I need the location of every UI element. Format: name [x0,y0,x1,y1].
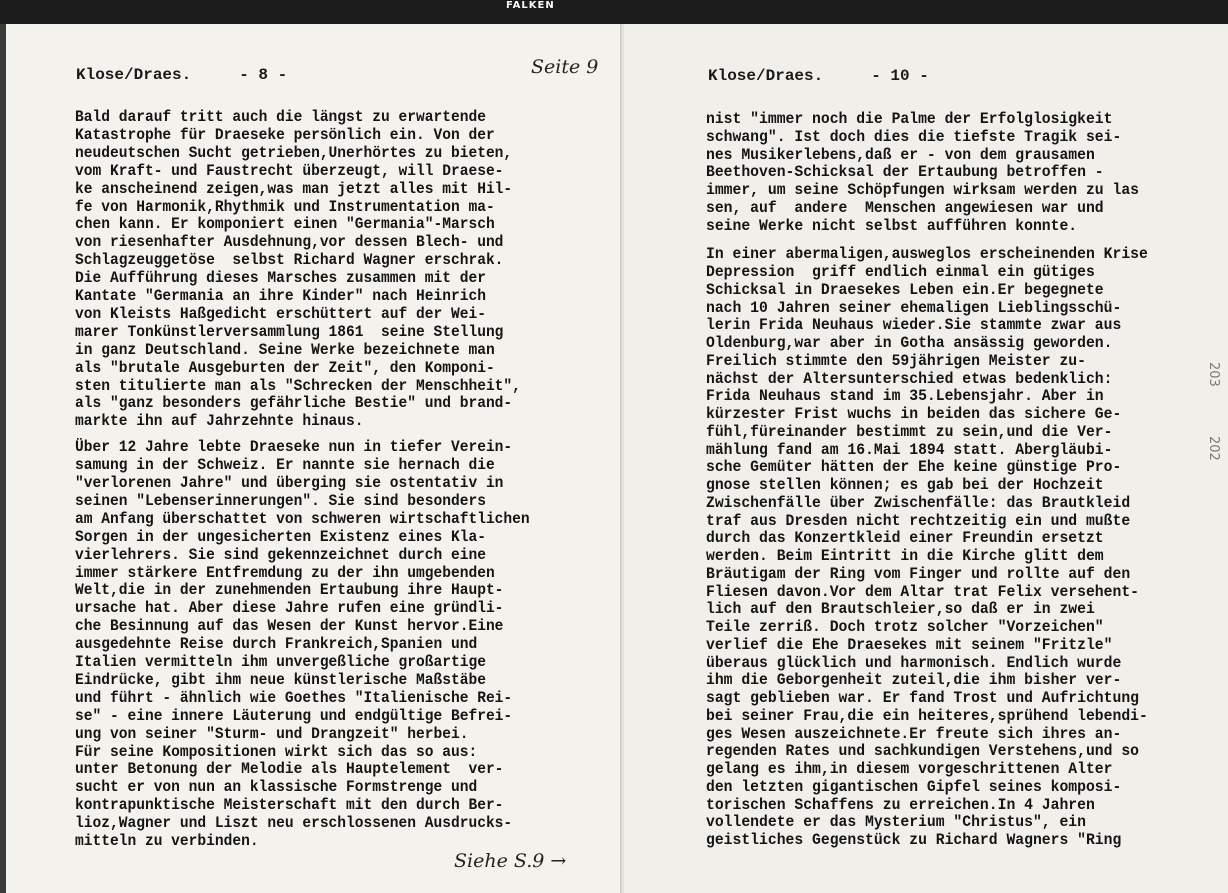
text-line: Freilich stimmte den 59jährigen Meister zu- [706,351,1086,370]
text-line: Katastrophe für Draeseke persönlich ein. Von der [75,125,495,144]
text-line: verlief die Ehe Draesekes mit seinem "Fritzle" [706,635,1113,654]
text-line: lioz,Wagner und Liszt neu erschlossenen Ausdrucks- [75,814,513,833]
text-line: mählung fand am 16.Mai 1894 statt. Abergläubi- [706,440,1113,459]
text-line: che Besinnung auf das Wesen der Kunst hervor.Eine [75,617,504,636]
text-line: chen kann. Er komponiert einen "Germania"-Marsch [75,215,495,234]
text-line: "verlorenen Jahre" und überging sie ostentativ in [75,474,504,492]
text-line: seinen "Lebenserinnerungen". Sie sind besonders [75,491,486,510]
text-line: bei seiner Frau,die ein heiteres,sprühend lebendi- [706,706,1148,725]
left-page-header: Klose/Draes. - 8 - [76,66,288,84]
text-line: ung von seiner "Sturm- und Drangzeit" herbei. [75,724,469,743]
text-line: Beethoven-Schicksal der Ertaubung betroffen - [706,163,1104,182]
text-line: von riesenhafter Ausdehnung,vor dessen Blech- und [75,233,504,252]
text-line: sten titulierte man als "Schrecken der Menschheit", [75,376,521,395]
left-page [6,24,622,893]
text-line: nächst der Altersunterschied etwas bedenklich: [706,369,1113,388]
text-line: In einer abermaligen,ausweglos erscheinenden Krise [706,245,1148,264]
text-line: überaus glücklich und harmonisch. Endlich wurde [706,653,1122,672]
text-line: nach 10 Jahren seiner ehemaligen Lieblingsschü- [706,298,1122,317]
margin-note-lower: 202 [1206,436,1221,461]
text-line: werden. Beim Eintritt in die Kirche glitt dem [706,547,1104,565]
text-line: Bräutigam der Ring vom Finger und rollte auf den [706,564,1131,583]
text-line: kontrapunktische Meisterschaft mit den durch Ber- [75,796,504,815]
text-line: sche Gemüter hätten der Ehe keine günstige Pro- [706,458,1122,477]
text-line: Teile zerriß. Doch trotz solcher "Vorzeichen" [706,618,1104,636]
text-line: vierlehrers. Sie sind gekennzeichnet durch eine [75,545,486,564]
text-line: regenden Rates und sachkundigen Verstehens,und so [706,742,1139,761]
text-line: neudeutschen Sucht getrieben,Unerhörtes zu bieten, [75,143,513,162]
text-line: gelang es ihm,in diesem vorgeschrittenen Alter [706,760,1113,778]
right-page-header: Klose/Draes. - 10 - [708,67,929,85]
text-line: Kantate "Germania an ihre Kinder" nach Heinrich [75,287,486,305]
text-line: Die Aufführung dieses Marsches zusammen mit der [75,269,486,288]
text-line: marer Tonkünstlerversammlung 1861 seine Stellung [75,322,504,341]
text-line: seine Werke nicht selbst aufführen konnte. [706,216,1078,235]
text-line: Über 12 Jahre lebte Draeseke nun in tiefer Verein- [75,438,513,457]
text-line: ihm die Geborgenheit zuteil,die ihm bisher ver- [706,671,1122,690]
text-line: Für seine Kompositionen wirkt sich das so aus: [75,742,478,761]
handwritten-page-note: Seite 9 [531,56,599,78]
text-line: ausgedehnte Reise durch Frankreich,Spanien und [75,635,478,654]
text-line: Frida Neuhaus stand im 35.Lebensjahr. Aber in [706,387,1104,406]
handwritten-see-note: Siehe S.9 → [454,850,567,872]
text-line: samung in der Schweiz. Er nannte sie hernach die [75,456,495,475]
text-line: sagt geblieben war. Er fand Trost und Aufrichtung [706,689,1139,707]
text-line: schwang". Ist doch dies die tiefste Tragik sei- [706,127,1122,146]
text-line: Sorgen in der ungesicherten Existenz eines Kla- [75,527,486,546]
text-line: Zwischenfälle über Zwischenfälle: das Brautkleid [706,493,1131,512]
text-line: vollendete er das Mysterium "Christus", ein [706,813,1086,832]
text-line: ges Wesen auszeichnete.Er freute sich ihres an- [706,724,1122,743]
text-line: und führt - ähnlich wie Goethes "Italienische Rei- [75,688,513,707]
text-line: Eindrücke, gibt ihm neue künstlerische Maßstäbe [75,670,486,689]
text-line: torischen Schaffens zu erreichen.In 4 Jahren [706,795,1095,814]
text-line: am Anfang überschattet von schweren wirtschaftlichen [75,509,530,528]
text-line: markte ihn auf Jahrzehnte hinaus. [75,412,364,431]
text-line: Schicksal in Draesekes Leben ein.Er begegnete [706,280,1104,299]
text-line: Schlagzeuggetöse selbst Richard Wagner erschrak. [75,251,504,270]
text-line: unter Betonung der Melodie als Hauptelement ver- [75,760,504,779]
text-line: Italien vermitteln ihm unvergeßliche großartige [75,653,486,671]
text-line: ke anscheinend zeigen,was man jetzt alles mit Hil- [75,179,513,198]
margin-note-upper: 203 [1206,362,1221,387]
text-line: den letzten gigantischen Gipfel seines komposi- [706,777,1122,796]
text-line: fühl,füreinander bestimmt zu sein,und die Ver- [706,422,1113,441]
text-line: in ganz Deutschland. Seine Werke bezeichnete man [75,340,495,359]
brand-label: FALKEN [506,0,555,11]
text-line: durch das Konzertkleid einer Freundin ersetzt [706,529,1104,548]
text-line: kürzester Frist wuchs in beiden das sichere Ge- [706,405,1122,423]
text-line: als "brutale Ausgeburten der Zeit", den Komponi- [75,358,495,377]
text-line: Bald darauf tritt auch die längst zu erwartende [75,108,486,126]
text-line: lich auf den Brautschleier,so daß er in zwei [706,600,1095,619]
text-line: mitteln zu verbinden. [75,832,259,850]
text-line: sucht er von nun an klassische Formstrenge und [75,778,478,797]
text-line: nes Musikerlebens,daß er - von dem grausamen [706,145,1095,164]
text-line: gnose stellen können; es gab bei der Hochzeit [706,476,1104,494]
text-line: ursache hat. Aber diese Jahre rufen eine gründli- [75,599,504,618]
text-line: geistliches Gegenstück zu Richard Wagners "Ring [706,831,1122,849]
text-line: se" - eine innere Läuterung und endgültige Befrei- [75,706,513,725]
text-line: immer stärkere Entfremdung zu der ihn umgebenden [75,563,495,582]
right-page [624,24,1228,893]
text-line: Fliesen davon.Vor dem Altar trat Felix versehent- [706,582,1139,601]
text-line: vom Kraft- und Faustrecht überzeugt, will Draese- [75,161,504,180]
text-line: traf aus Dresden nicht rechtzeitig ein und mußte [706,511,1131,530]
text-line: nist "immer noch die Palme der Erfolglosigkeit [706,110,1113,128]
text-line: als "ganz besonders gefährliche Bestie" und brand- [75,394,513,413]
text-line: von Kleists Haßgedicht erschüttert auf der Wei- [75,304,486,323]
text-line: Welt,die in der zunehmenden Ertaubung ihre Haupt- [75,581,504,600]
text-line: sen, auf andere Menschen angewiesen war und [706,198,1104,217]
text-line: Oldenburg,war aber in Gotha ansässig geworden. [706,334,1113,352]
text-line: immer, um seine Schöpfungen wirksam werden zu las [706,181,1139,199]
text-line: Depression griff endlich einmal ein gütiges [706,263,1095,281]
top-strip [0,0,1228,24]
text-line: fe von Harmonik,Rhythmik und Instrumentation ma- [75,197,495,216]
text-line: lerin Frida Neuhaus wieder.Sie stammte zwar aus [706,316,1122,335]
